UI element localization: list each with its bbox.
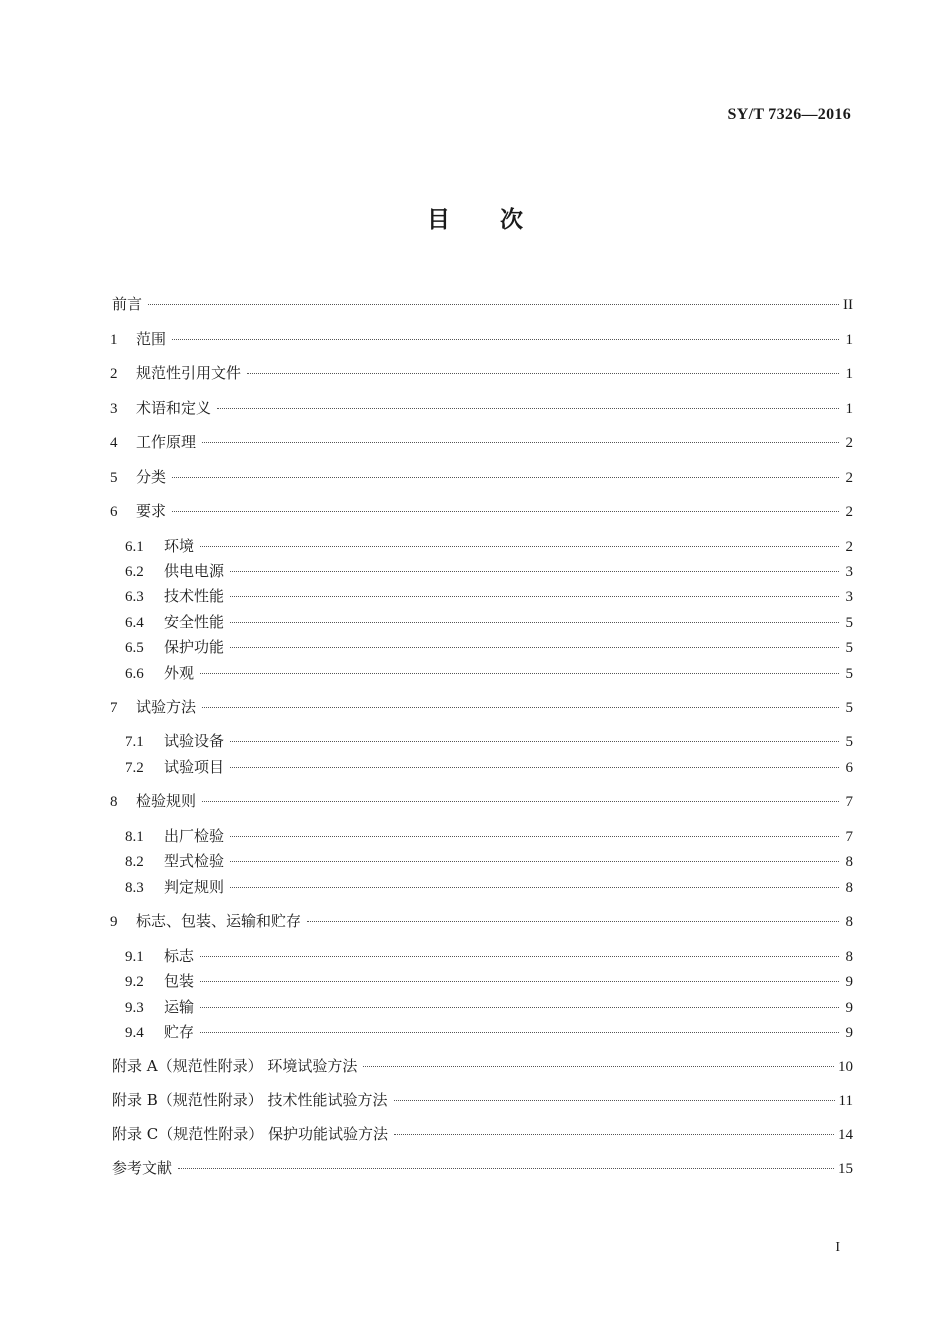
toc-entry-page: 14 <box>838 1127 853 1143</box>
toc-entry-number: 9.3 <box>125 1000 144 1016</box>
toc-entry-label: 工作原理 <box>136 433 197 451</box>
toc-entry-label: 前言 <box>112 295 143 313</box>
toc-entry[interactable] <box>110 791 853 812</box>
toc-leader-dots <box>202 441 839 443</box>
toc-entry-label: 标志、包装、运输和贮存 <box>136 912 302 930</box>
toc-entry-label: 术语和定义 <box>136 399 212 417</box>
toc-entry-page: 11 <box>838 1093 853 1109</box>
toc-entry-label: 规范性引用文件 <box>136 364 242 382</box>
toc-entry-page: II <box>843 297 853 313</box>
toc-entry[interactable] <box>125 971 853 992</box>
toc-leader-dots <box>202 800 839 802</box>
toc-entry-number: 7.2 <box>125 760 144 776</box>
toc-entry-page: 8 <box>845 949 853 965</box>
toc-entry-number: 6.5 <box>125 640 144 656</box>
toc-entry-label: 分类 <box>136 468 167 486</box>
toc-entry[interactable] <box>125 663 853 684</box>
toc-entry-page: 2 <box>845 504 853 520</box>
toc-entry-page: 8 <box>845 914 853 930</box>
toc-entry-label: 技术性能 <box>164 587 225 605</box>
toc-entry-number: 8 <box>110 794 118 810</box>
toc-entry-label: 标志 <box>164 947 195 965</box>
toc-entry-page: 7 <box>845 794 853 810</box>
toc-leader-dots <box>200 955 839 957</box>
toc-entry-page: 9 <box>845 1025 853 1041</box>
toc-entry-page: 7 <box>845 829 853 845</box>
toc-leader-dots <box>200 672 839 674</box>
toc-leader-dots <box>230 595 839 597</box>
toc-leader-dots <box>247 372 839 374</box>
toc-leader-dots <box>230 835 839 837</box>
toc-entry-number: 5 <box>110 470 118 486</box>
toc-entry[interactable] <box>112 1124 853 1145</box>
toc-entry-label: 保护功能 <box>164 638 225 656</box>
toc-entry-page: 1 <box>845 401 853 417</box>
toc-entry[interactable] <box>110 329 853 350</box>
toc-entry[interactable] <box>125 851 853 872</box>
toc-entry-label: 外观 <box>164 664 195 682</box>
toc-entry-label: 参考文献 <box>112 1159 173 1177</box>
toc-entry-number: 8.1 <box>125 829 144 845</box>
toc-entry-number: 7.1 <box>125 734 144 750</box>
toc-entry-page: 5 <box>845 615 853 631</box>
toc-entry-page: 10 <box>838 1059 853 1075</box>
toc-entry-number: 9.4 <box>125 1025 144 1041</box>
toc-leader-dots <box>230 860 839 862</box>
toc-entry-label: 试验方法 <box>136 698 197 716</box>
toc-entry-label: 试验设备 <box>164 732 225 750</box>
toc-leader-dots <box>307 920 839 922</box>
toc-entry[interactable] <box>125 877 853 898</box>
toc-leader-dots <box>202 706 839 708</box>
toc-leader-dots <box>363 1065 834 1067</box>
toc-entry-label: 判定规则 <box>164 878 225 896</box>
toc-leader-dots <box>230 646 839 648</box>
toc-leader-dots <box>200 545 839 547</box>
toc-leader-dots <box>178 1167 834 1169</box>
toc-entry-number: 9 <box>110 914 118 930</box>
toc-entry-number: 6.1 <box>125 539 144 555</box>
toc-entry[interactable] <box>110 697 853 718</box>
toc-entry-number: 6 <box>110 504 118 520</box>
toc-entry-label: 附录 A（规范性附录） 环境试验方法 <box>112 1057 358 1075</box>
toc-leader-dots <box>172 338 839 340</box>
toc-entry[interactable] <box>110 467 853 488</box>
toc-leader-dots <box>230 740 839 742</box>
toc-entry[interactable] <box>125 586 853 607</box>
title-char-2: 次 <box>500 207 523 233</box>
toc-entry-page: 5 <box>845 666 853 682</box>
toc-entry-page: 6 <box>845 760 853 776</box>
toc-entry-page: 3 <box>845 589 853 605</box>
toc-entry-label: 运输 <box>164 998 195 1016</box>
toc-entry-page: 9 <box>845 1000 853 1016</box>
toc-entry-label: 贮存 <box>164 1023 195 1041</box>
toc-entry-number: 2 <box>110 366 118 382</box>
toc-entry-label: 附录 C（规范性附录） 保护功能试验方法 <box>112 1125 389 1143</box>
toc-entry[interactable] <box>110 501 853 522</box>
toc-entry-page: 8 <box>845 854 853 870</box>
toc-entry-number: 8.3 <box>125 880 144 896</box>
toc-leader-dots <box>394 1099 835 1101</box>
page-number: I <box>835 1240 840 1255</box>
toc-entry-number: 9.1 <box>125 949 144 965</box>
toc-entry-label: 检验规则 <box>136 792 197 810</box>
toc-leader-dots <box>148 303 839 305</box>
toc-leader-dots <box>394 1133 834 1135</box>
toc-entry[interactable] <box>112 1090 853 1111</box>
toc-entry-label: 安全性能 <box>164 613 225 631</box>
toc-entry[interactable] <box>110 398 853 419</box>
toc-entry-label: 范围 <box>136 330 167 348</box>
toc-leader-dots <box>230 570 839 572</box>
toc-entry-page: 5 <box>845 640 853 656</box>
toc-leader-dots <box>200 980 839 982</box>
toc-entry-label: 试验项目 <box>164 758 225 776</box>
toc-entry-number: 6.6 <box>125 666 144 682</box>
toc-leader-dots <box>230 886 839 888</box>
toc-leader-dots <box>230 766 839 768</box>
toc-entry[interactable] <box>112 294 853 315</box>
toc-entry[interactable] <box>125 561 853 582</box>
toc-entry-label: 包装 <box>164 972 195 990</box>
toc-entry-page: 5 <box>845 700 853 716</box>
toc-entry-page: 2 <box>845 539 853 555</box>
toc-entry-number: 6.4 <box>125 615 144 631</box>
standard-code: SY/T 7326—2016 <box>727 106 851 123</box>
toc-leader-dots <box>172 476 839 478</box>
toc-entry-number: 7 <box>110 700 118 716</box>
toc-entry-label: 附录 B（规范性附录） 技术性能试验方法 <box>112 1091 388 1109</box>
toc-entry-page: 1 <box>845 332 853 348</box>
toc-entry[interactable] <box>125 536 853 557</box>
toc-entry-label: 要求 <box>136 502 167 520</box>
toc-entry[interactable] <box>125 826 853 847</box>
toc-entry-page: 1 <box>845 366 853 382</box>
toc-entry-number: 6.2 <box>125 564 144 580</box>
toc-entry-label: 环境 <box>164 537 195 555</box>
toc-entry-page: 2 <box>845 435 853 451</box>
toc-leader-dots <box>230 621 839 623</box>
toc-entry-page: 15 <box>838 1161 853 1177</box>
toc-entry-number: 3 <box>110 401 118 417</box>
toc-entry[interactable] <box>125 1022 853 1043</box>
toc-entry[interactable] <box>125 757 853 778</box>
toc-leader-dots <box>217 407 839 409</box>
toc-entry[interactable] <box>110 432 853 453</box>
toc-leader-dots <box>200 1031 839 1033</box>
toc-leader-dots <box>172 510 839 512</box>
toc-entry[interactable] <box>112 1056 853 1077</box>
toc-entry[interactable] <box>112 1158 853 1179</box>
title-char-1: 目 <box>427 207 450 233</box>
toc-entry[interactable] <box>125 997 853 1018</box>
toc-entry-page: 9 <box>845 974 853 990</box>
toc-entry-label: 出厂检验 <box>164 827 225 845</box>
toc-entry[interactable] <box>125 612 853 633</box>
toc-entry-number: 6.3 <box>125 589 144 605</box>
toc-entry[interactable] <box>110 911 853 932</box>
toc-entry[interactable] <box>125 946 853 967</box>
toc-entry-page: 5 <box>845 734 853 750</box>
toc-leader-dots <box>200 1006 839 1008</box>
toc-entry-number: 9.2 <box>125 974 144 990</box>
toc-entry[interactable] <box>125 731 853 752</box>
toc-entry-number: 4 <box>110 435 118 451</box>
toc-entry[interactable] <box>110 363 853 384</box>
toc-entry-page: 3 <box>845 564 853 580</box>
toc-entry-number: 8.2 <box>125 854 144 870</box>
toc-entry-number: 1 <box>110 332 118 348</box>
toc-entry-label: 供电电源 <box>164 562 225 580</box>
toc-entry-page: 2 <box>845 470 853 486</box>
toc-entry[interactable] <box>125 637 853 658</box>
toc-entry-page: 8 <box>845 880 853 896</box>
toc-entry-label: 型式检验 <box>164 852 225 870</box>
